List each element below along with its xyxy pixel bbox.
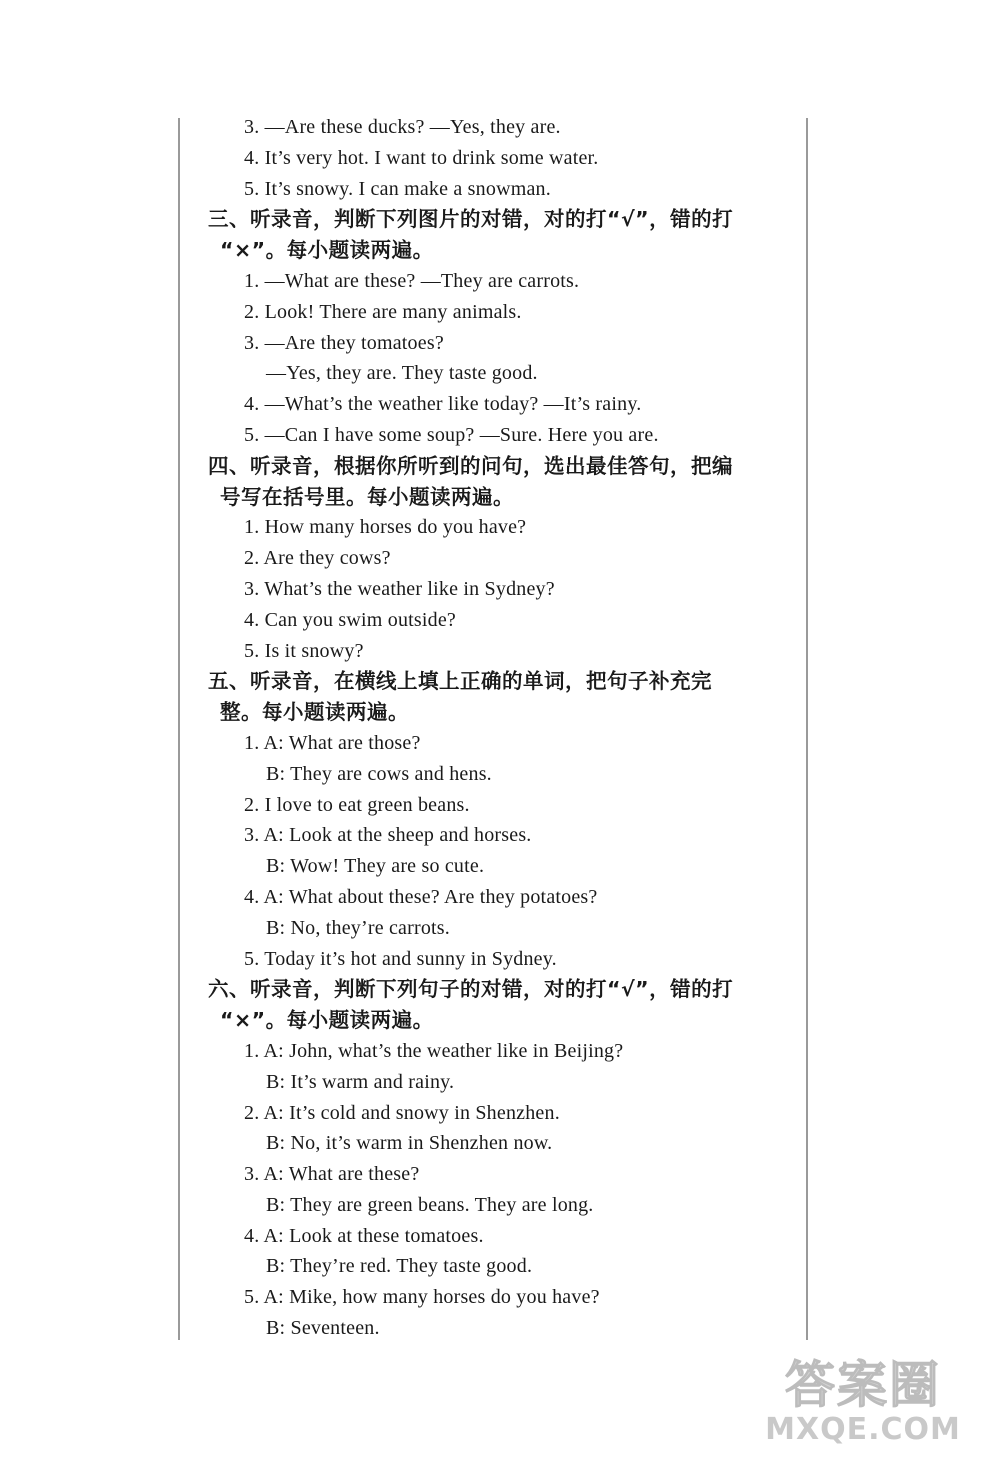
text-line: 1. A: What are those? bbox=[244, 731, 421, 754]
text-line: —Yes, they are. They taste good. bbox=[266, 362, 538, 385]
text-line: 2. Look! There are many animals. bbox=[244, 300, 522, 323]
watermark-url: MXQE.COM bbox=[765, 1412, 961, 1447]
text-line: 1. A: John, what’s the weather like in Beijing? bbox=[244, 1039, 624, 1062]
watermark-main-text: 答案圈 bbox=[785, 1356, 941, 1414]
section-heading-4-cont: 号写在括号里。每小题读两遍。 bbox=[220, 484, 514, 509]
left-margin-rule bbox=[178, 118, 180, 1340]
text-line: 2. A: It’s cold and snowy in Shenzhen. bbox=[244, 1101, 560, 1124]
text-line: 2. Are they cows? bbox=[244, 547, 391, 570]
text-line: 2. I love to eat green beans. bbox=[244, 793, 470, 816]
text-line: B: They are cows and hens. bbox=[266, 762, 492, 785]
text-line: 4. A: Look at these tomatoes. bbox=[244, 1224, 484, 1247]
watermark-logo bbox=[748, 1357, 978, 1457]
text-line: 5. It’s snowy. I can make a snowman. bbox=[244, 177, 551, 200]
text-line: 3. A: Look at the sheep and horses. bbox=[244, 824, 532, 847]
text-line: 3. What’s the weather like in Sydney? bbox=[244, 577, 555, 600]
text-line: 4. It’s very hot. I want to drink some water. bbox=[244, 146, 599, 169]
text-line: 4. A: What about these? Are they potatoes? bbox=[244, 885, 598, 908]
section-heading-5-cont: 整。每小题读两遍。 bbox=[220, 700, 409, 725]
section-heading-4: 四、听录音，根据你所听到的问句，选出最佳答句，把编 bbox=[208, 453, 733, 478]
text-line: B: They are green beans. They are long. bbox=[266, 1193, 594, 1216]
text-line: 1. How many horses do you have? bbox=[244, 516, 527, 539]
text-line: 1. —What are these? —They are carrots. bbox=[244, 269, 580, 292]
section-heading-5: 五、听录音，在横线上填上正确的单词，把句子补充完 bbox=[208, 669, 712, 694]
text-line: 4. —What’s the weather like today? —It’s rainy. bbox=[244, 393, 642, 416]
section-heading-3: 三、听录音，判断下列图片的对错，对的打“√”，错的打 bbox=[208, 207, 734, 232]
text-line: 5. A: Mike, how many horses do you have? bbox=[244, 1286, 600, 1309]
text-line: 5. —Can I have some soup? —Sure. Here you are. bbox=[244, 423, 659, 446]
right-margin-rule bbox=[806, 118, 808, 1340]
text-line: 3. —Are they tomatoes? bbox=[244, 331, 444, 354]
text-line: 5. Today it’s hot and sunny in Sydney. bbox=[244, 947, 557, 970]
text-line: 5. Is it snowy? bbox=[244, 639, 364, 662]
section-heading-3-cont: “×”。每小题读两遍。 bbox=[220, 238, 434, 263]
page-content bbox=[208, 112, 798, 1344]
text-line: B: No, it’s warm in Shenzhen now. bbox=[266, 1132, 553, 1155]
text-line: B: No, they’re carrots. bbox=[266, 916, 450, 939]
text-line: B: They’re red. They taste good. bbox=[266, 1255, 533, 1278]
text-line: 3. —Are these ducks? —Yes, they are. bbox=[244, 116, 561, 138]
text-line: 4. Can you swim outside? bbox=[244, 608, 457, 631]
text-line: B: Seventeen. bbox=[266, 1317, 380, 1340]
section-heading-6-cont: “×”。每小题读两遍。 bbox=[220, 1008, 434, 1033]
text-line: B: It’s warm and rainy. bbox=[266, 1070, 455, 1093]
section-heading-6: 六、听录音，判断下列句子的对错，对的打“√”，错的打 bbox=[208, 977, 734, 1002]
text-line: B: Wow! They are so cute. bbox=[266, 855, 485, 878]
text-line: 3. A: What are these? bbox=[244, 1163, 420, 1186]
